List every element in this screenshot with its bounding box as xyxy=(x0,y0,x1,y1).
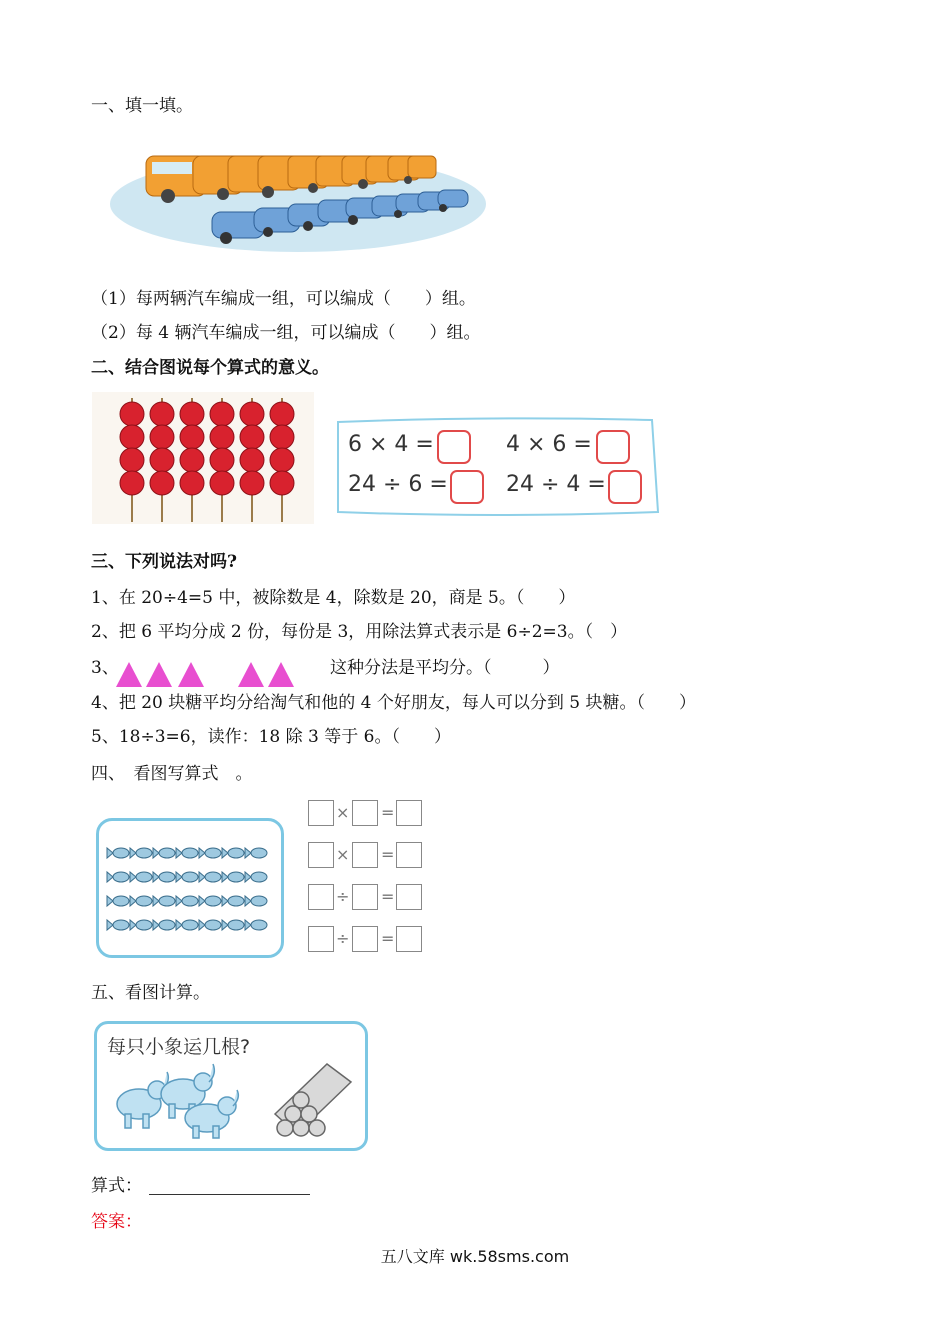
fish-icon xyxy=(107,848,129,858)
candied-haws-illustration xyxy=(92,392,314,524)
elephant-icon xyxy=(117,1072,168,1128)
equals-sign: = xyxy=(381,803,395,822)
answer-box-3[interactable] xyxy=(450,470,484,504)
haw-ball-icon xyxy=(210,448,234,472)
fish-icon xyxy=(245,920,267,930)
blank-box[interactable] xyxy=(352,800,378,826)
section3-heading: 三、下列说法对吗? xyxy=(91,552,237,572)
blank-box[interactable] xyxy=(308,926,334,952)
fish-icon xyxy=(176,848,198,858)
fish-icon xyxy=(222,920,244,930)
fish-icon xyxy=(245,848,267,858)
triangle-icon xyxy=(268,662,294,687)
blank-box[interactable] xyxy=(308,800,334,826)
triangle-icon xyxy=(178,662,204,687)
haw-ball-icon xyxy=(120,402,144,426)
haw-ball-icon xyxy=(180,425,204,449)
haw-ball-icon xyxy=(240,402,264,426)
haw-ball-icon xyxy=(210,402,234,426)
fish-icon xyxy=(130,896,152,906)
formula-answer-line[interactable] xyxy=(149,1194,310,1195)
elephant-picture-frame xyxy=(94,1021,368,1151)
haw-ball-icon xyxy=(150,448,174,472)
statement-3-prefix: 3、 xyxy=(91,658,119,678)
logs-icon xyxy=(275,1064,351,1136)
fish-icon xyxy=(107,896,129,906)
blank-box[interactable] xyxy=(396,926,422,952)
fish-icon xyxy=(199,920,221,930)
haw-ball-icon xyxy=(210,471,234,495)
section1-heading: 一、填一填。 xyxy=(91,96,193,116)
haw-ball-icon xyxy=(240,425,264,449)
operator-sign: × xyxy=(336,845,350,864)
fish-icon xyxy=(153,896,175,906)
fish-icon xyxy=(130,920,152,930)
section4-heading: 四、 看图写算式 。 xyxy=(91,764,253,784)
statement-1: 1、在 20÷4=5 中，被除数是 4，除数是 20，商是 5。（ ） xyxy=(91,588,576,608)
triangle-icon xyxy=(116,662,142,687)
answer-box-2[interactable] xyxy=(596,430,630,464)
haw-ball-icon xyxy=(120,471,144,495)
fish-icon xyxy=(199,872,221,882)
blank-box[interactable] xyxy=(352,884,378,910)
equals-sign: = xyxy=(381,887,395,906)
equation-4: 24 ÷ 4 = xyxy=(506,472,606,497)
fish-icon xyxy=(107,920,129,930)
blank-box[interactable] xyxy=(308,842,334,868)
haw-ball-icon xyxy=(120,425,144,449)
fish-icon xyxy=(245,896,267,906)
fish-icon xyxy=(153,872,175,882)
answer-box-4[interactable] xyxy=(608,470,642,504)
statement-4: 4、把 20 块糖平均分给淘气和他的 4 个好朋友，每人可以分到 5 块糖。（ ） xyxy=(91,693,697,713)
equals-sign: = xyxy=(381,929,395,948)
vehicles-illustration xyxy=(108,146,488,254)
haw-ball-icon xyxy=(180,448,204,472)
fish-icon xyxy=(222,872,244,882)
statement-3-suffix: 这种分法是平均分。（ ） xyxy=(330,658,560,678)
operator-sign: ÷ xyxy=(336,887,350,906)
haw-ball-icon xyxy=(150,471,174,495)
fish-picture-frame xyxy=(96,818,284,958)
equation-3: 24 ÷ 6 = xyxy=(348,472,448,497)
section1-question-1: （1）每两辆汽车编成一组，可以编成（ ）组。 xyxy=(91,289,476,309)
blank-box[interactable] xyxy=(396,800,422,826)
section1-question-2: （2）每 4 辆汽车编成一组，可以编成（ ）组。 xyxy=(91,323,481,343)
operator-sign: ÷ xyxy=(336,929,350,948)
haw-ball-icon xyxy=(240,471,264,495)
blank-box[interactable] xyxy=(396,842,422,868)
fish-icon xyxy=(153,920,175,930)
haw-ball-icon xyxy=(120,448,144,472)
answer-label: 答案： xyxy=(91,1212,142,1232)
haw-ball-icon xyxy=(240,448,264,472)
formula-label: 算式： xyxy=(91,1176,142,1196)
statement-2: 2、把 6 平均分成 2 份，每份是 3，用除法算式表示是 6÷2=3。（ ） xyxy=(91,622,628,642)
haw-ball-icon xyxy=(270,471,294,495)
fish-icon xyxy=(222,896,244,906)
fish-icon xyxy=(176,896,198,906)
statement-5: 5、18÷3=6，读作：18 除 3 等于 6。（ ） xyxy=(91,727,451,747)
answer-box-1[interactable] xyxy=(437,430,471,464)
haw-ball-icon xyxy=(270,402,294,426)
triangles-figure xyxy=(114,660,304,688)
blank-box[interactable] xyxy=(396,884,422,910)
fish-icon xyxy=(176,920,198,930)
haw-ball-icon xyxy=(180,471,204,495)
triangle-icon xyxy=(238,662,264,687)
equation-2: 4 × 6 = xyxy=(506,432,592,457)
fish-icon xyxy=(107,872,129,882)
fish-icon xyxy=(245,872,267,882)
fish-icon xyxy=(176,872,198,882)
operator-sign: × xyxy=(336,803,350,822)
triangle-icon xyxy=(146,662,172,687)
fish-icon xyxy=(153,848,175,858)
picture-caption: 每只小象运几根? xyxy=(107,1036,251,1058)
section2-heading: 二、结合图说每个算式的意义。 xyxy=(91,358,329,378)
fish-icon xyxy=(222,848,244,858)
haw-ball-icon xyxy=(150,402,174,426)
blank-box[interactable] xyxy=(308,884,334,910)
equals-sign: = xyxy=(381,845,395,864)
section5-heading: 五、看图计算。 xyxy=(91,983,210,1003)
haw-ball-icon xyxy=(270,448,294,472)
equation-1: 6 × 4 = xyxy=(348,432,434,457)
blank-box[interactable] xyxy=(352,842,378,868)
haw-ball-icon xyxy=(180,402,204,426)
footer-watermark: 五八文库 wk.58sms.com xyxy=(380,1247,570,1266)
haw-ball-icon xyxy=(150,425,174,449)
fish-icon xyxy=(199,896,221,906)
haw-ball-icon xyxy=(270,425,294,449)
fish-icon xyxy=(199,848,221,858)
fish-icon xyxy=(130,848,152,858)
fish-icon xyxy=(130,872,152,882)
haw-ball-icon xyxy=(210,425,234,449)
blank-box[interactable] xyxy=(352,926,378,952)
